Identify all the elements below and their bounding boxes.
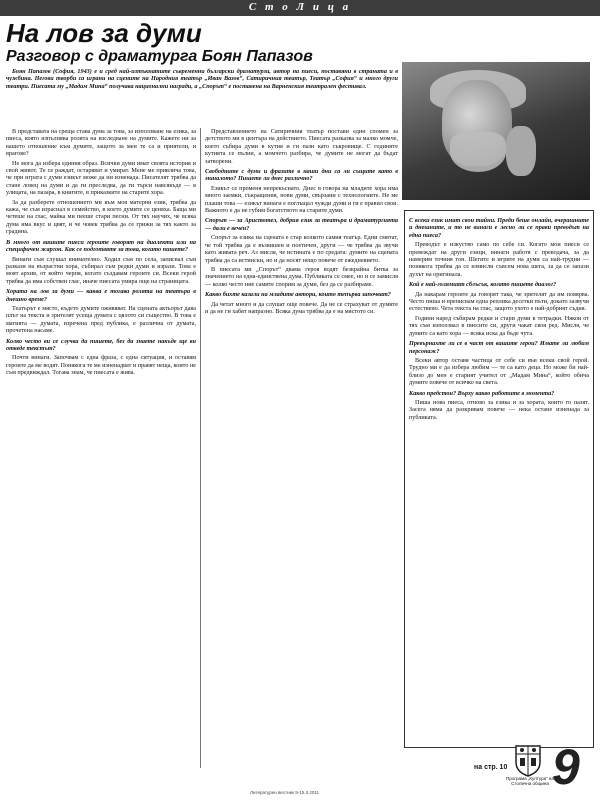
paragraph: Преводът е изкуство само по себе си. Когато мои пиеси се превеждат на други езици, винаги работя с преводача, за да намерим точния тон. Шегите и игрите на думи са най-трудни — понякога трябва да се измисли съвсем нова шега, за да се запази духът на оригинала. — [409, 241, 589, 278]
article-column-1 — [6, 128, 196, 768]
intro-text: Боян Папазов (София, 1943) е и сред най-изтъкнатите съвременни български драматурзи, автор на пиеси, поставяни в страната и в чужбина. Негови творби са играни на сцените на Народния театър „Иван Вазов“, Сатиричния театър, Театър „София“ и много други театри. Пиесата му „Мадам Мина“ получава национални награди, а „Спорът“ е поставена на Варненския театрален фестивал. — [6, 68, 398, 90]
paragraph: Години наред събирам редки и стари думи в тетрадки. Някои от тях съм използвал в пиесите си, други чакат своя ред. Мисля, че думите са като хора — всяка иска да бъде чута. — [409, 314, 589, 337]
paragraph: Представлението на Сатиричния театър постави един спомен за детството ми в центъра на действието. Пиесата разказва за малко момче, което събира думи в кутия и ги пази като съкровище. С годините кутията се пълни, а момчето разбира, че думите не могат да бъдат затворени. — [205, 128, 398, 165]
continued-label: на стр. 10 — [474, 764, 508, 771]
paragraph: Не мога да избера единия образ. Всички думи имат своята история и свой живот. Те се раждат, остаряват и умират. Мене ме привлича това, че при играта с думи езикът може да ни изненада. Писателят трябва да стане ловец на думи и да ги преследва, да ги търси навсякъде — в улицата, на пазара, в книгите, в приказките на старите хора. — [6, 159, 196, 197]
paragraph: Всеки автор оставя частица от себе си във всеки свой герой. Трудно ми е да избера любим — те са като деца. Но може би най-близо до мен е старият учител от „Мадам Мина“, който обича думите повече от всичко на света. — [409, 356, 589, 387]
article-headline: На лов за думи — [6, 18, 202, 48]
question: Спорът — за Аристотел, добрия език за театъра и драматургията — дали е вечен? — [205, 217, 398, 232]
article-subhead: Разговор с драматурга Боян Папазов — [6, 48, 313, 65]
question: В много от вашите пиеси героите говорят на диалекти или на специфичен жаргон. Как се подготвяте за това, когато пишете? — [6, 238, 196, 254]
question: Свободните с думи и фразите в наши дни са ли същите като в миналото? Пишете ли днес различно? — [205, 168, 398, 183]
question: Какво бихте казали на младите автори, които тепърва започват? — [205, 291, 391, 299]
imprint: Литературен вестник 9-15.II.2011 — [250, 790, 319, 795]
logo-caption: Програма „Култура“ на Столична община — [506, 776, 554, 786]
paragraph: Да накарам героите да говорят така, че зрителят да им повярва. Често пиша и преписвам една реплика десетки пъти, докато зазвучи естествено. Четa текста на глас, защото ухото е най-добрият съдия. — [409, 290, 589, 313]
paragraph: Театърът е място, където думите оживяват. На сцената актьорът дава плът на текста и зрителят усеща думата с цялото си същество. В това е магията — думата, изречена пред публика, е различна от думата, прочетена насаме. — [6, 304, 196, 335]
paragraph: Езикът се променя непрекъснато. Днес в говора на младите хора има много заемки, съкращения, нови думи, свързани с технологиите. Не ме плаши това — езикът винаги е поглъщал чужди думи и ги е правил свои. Важното е да не губим богатството на старите думи. — [205, 184, 398, 215]
paragraph: Пиша нова пиеса, отново за езика и за хората, които го пазят. Засега няма да разкривам повече — нека остане изненада за публиката. — [409, 398, 589, 421]
author-photo — [402, 62, 590, 200]
question: Хората на лов за думи — каква е тогава ролята на театъра в днешно време? — [6, 288, 196, 303]
paragraph: Спорът за езика на сцената е стар колкото самия театър. Едни смятат, че той трябва да е възвишен и поетичен, други — че трябва да звучи като живата реч. Аз мисля, че истината е по средата: думите на сцената трябва да са истински, но и да носят нещо повече от ежедневието. — [205, 234, 398, 264]
interview-sidebar — [404, 210, 594, 748]
question: Превърнахте ли се в част от вашите герои? Имате ли любим персонаж? — [409, 340, 589, 355]
question: Колко често ви се случва да пишете, без да знаете накъде ще ви отведе текстът? — [6, 337, 196, 352]
paragraph: За да разберете отношението ми към моя матерни език, трябва да кажа, че съм израснал в семейство, в което думите се ценяха. Баща ми четеше на глас, майка ми пееше стари песни. От тях научих, че всяка дума има вкус и цвят, и че човек трябва да се грижи за тях както за градина. — [6, 198, 196, 236]
article-column-2 — [205, 128, 398, 768]
page-number: 9 — [552, 739, 580, 795]
question: Какво предстои? Върху какво работите в момента? — [409, 389, 555, 397]
question: С всеки език имат свои тайни. Преди беше онлайн, вчерашните и днешните, и то не винаги е лесно ли се прави преводът на една пиеса? — [409, 217, 589, 239]
paragraph: В пиесата ми „Спорът“ двама героя водят безкрайна битка за значението на една-единствена дума. Публиката се смее, но и се замисля — колко често ние самите спорим за думи, без да се разбираме. — [205, 265, 398, 288]
paragraph: Почти винаги. Започвам с една фраза, с една ситуация, и оставям героите да ме водят. Понякога те ме изненадват и правят неща, които не съм предвиждал. Тогава знам, че пиесата е жива. — [6, 354, 196, 377]
article-intro — [6, 68, 398, 124]
paragraph: В представата на среща става дума за това, за използване на езика, за пиеса, която изпълнява ролята на изследване на думите. Кажете ни за вашето отношение към думите, защото за мен те са и приятели, и врагове? — [6, 128, 196, 158]
section-title: С т о Л и ц а — [248, 1, 352, 13]
paragraph: Винаги съм слушал внимателно. Ходил съм по села, записвал съм разкази на възрастни хора, събирал съм редки думи и изрази. Това е моят архив, от който черпя, когато създавам героите си. Всеки герой трябва да има собствен глас, иначе пиесата умира още на страницата. — [6, 255, 196, 285]
column-divider — [200, 128, 201, 768]
sofia-crest-icon — [512, 742, 544, 778]
paragraph: Да четат много и да слушат още повече. Да не се страхуват от думите и да не ги хабят напразно. Всяка дума трябва да е на мястото си. — [205, 300, 398, 315]
question: Кой е най-голямият сблъсък, когато пишете диалог? — [409, 281, 557, 289]
